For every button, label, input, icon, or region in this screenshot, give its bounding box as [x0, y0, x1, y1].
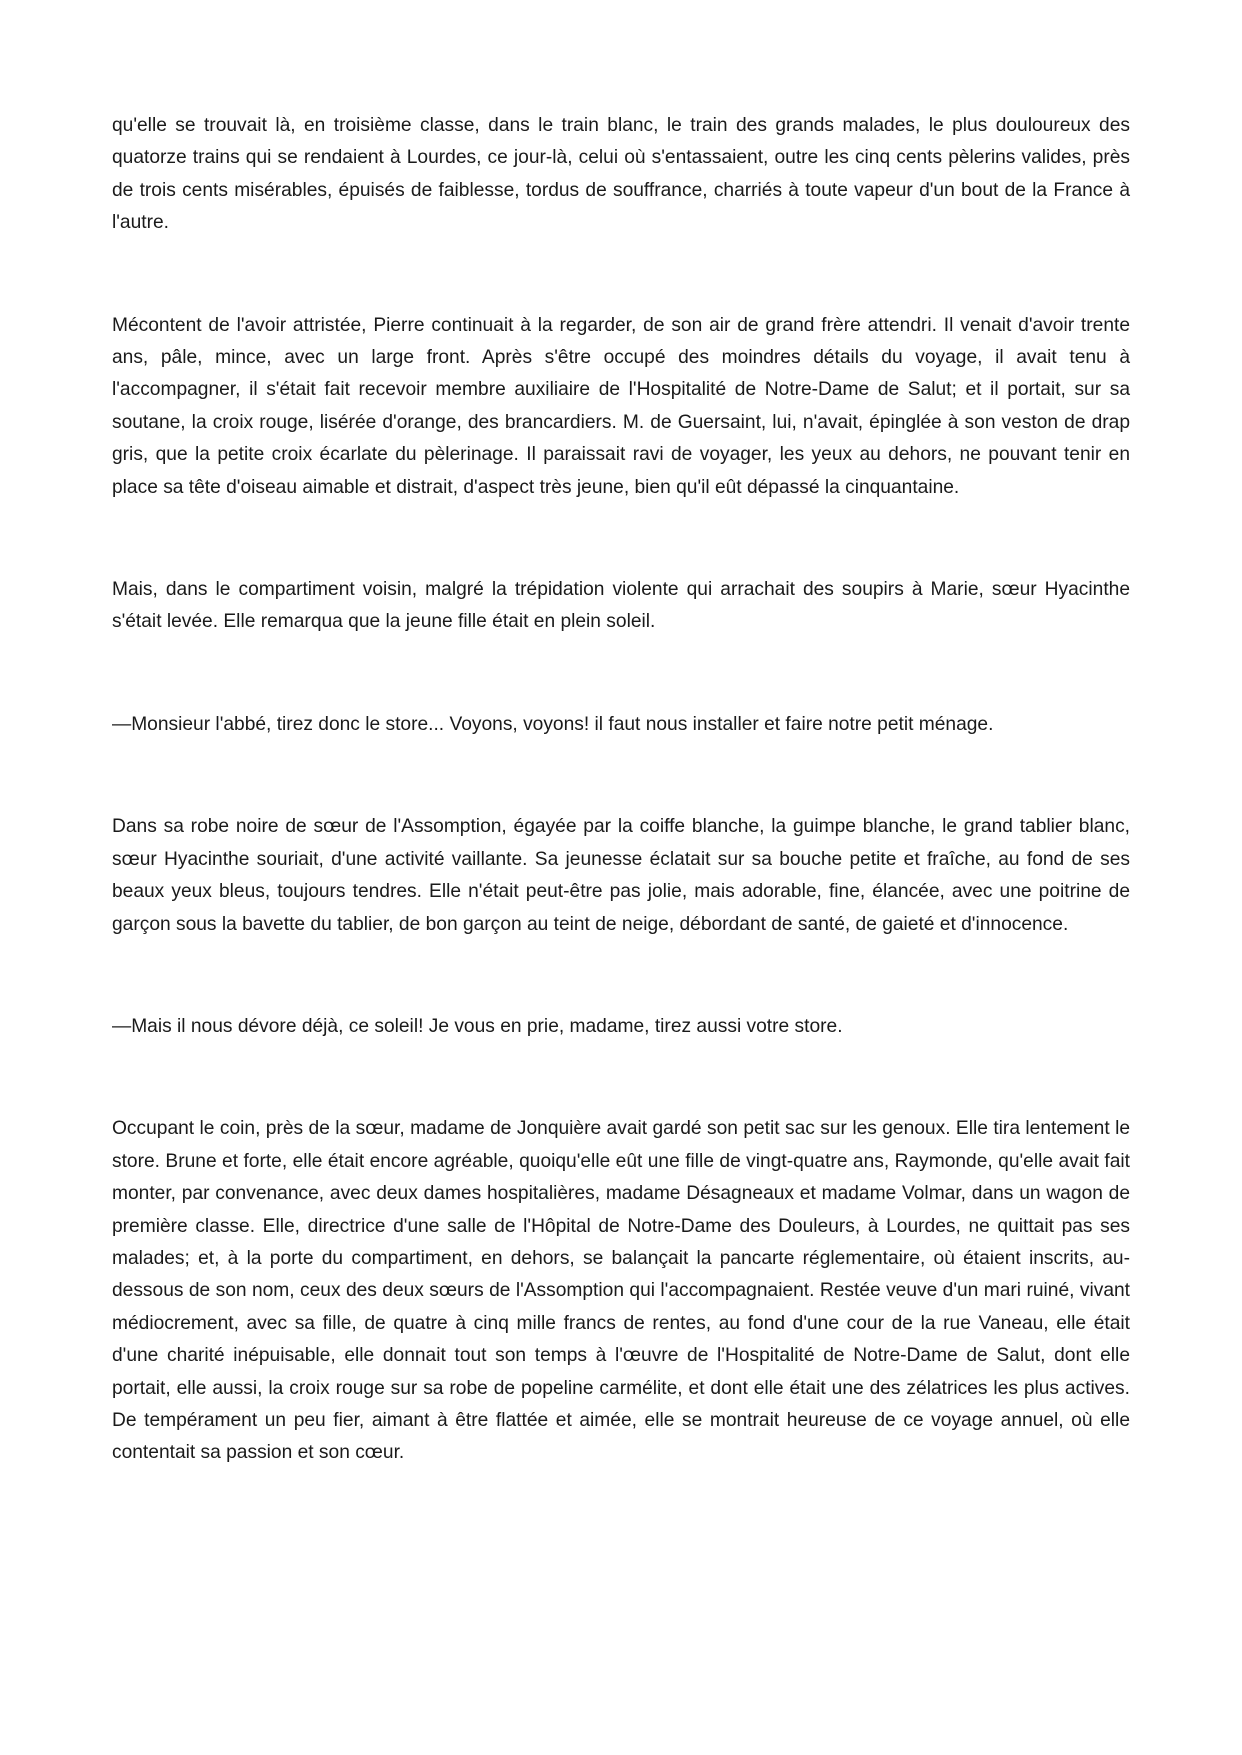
- paragraph-5: Dans sa robe noire de sœur de l'Assomption, égayée par la coiffe blanche, la guimpe blanche, le grand tablier blanc, sœur Hyacinthe souriait, d'une activité vaillante. Sa jeunesse éclatait sur sa bouche petite et fraîche, au fond de ses beaux yeux bleus, toujours tendres. Elle n'était peut-être pas jolie, mais adorable, fine, élancée, avec une poitrine de garçon sous la bavette du tablier, de bon garçon au teint de neige, débordant de santé, de gaieté et d'innocence.: [112, 816, 1130, 935]
- text-column: [112, 110, 1130, 1470]
- paragraph-1: qu'elle se trouvait là, en troisième classe, dans le train blanc, le train des grands malades, le plus douloureux des quatorze trains qui se rendaient à Lourdes, ce jour-là, celui où s'entassaient, outre les cinq cents pèlerins valides, près de trois cents misérables, épuisés de faiblesse, tordus de souffrance, charriés à toute vapeur d'un bout de la France à l'autre.: [112, 115, 1130, 234]
- paragraph-4-dialogue: —Monsieur l'abbé, tirez donc le store... Voyons, voyons! il faut nous installer et faire notre petit ménage.: [112, 713, 994, 735]
- paragraph-3: Mais, dans le compartiment voisin, malgré la trépidation violente qui arrachait des soupirs à Marie, sœur Hyacinthe s'était levée. Elle remarqua que la jeune fille était en plein soleil.: [112, 579, 1130, 633]
- paragraph-2: Mécontent de l'avoir attristée, Pierre continuait à la regarder, de son air de grand frère attendri. Il venait d'avoir trente ans, pâle, mince, avec un large front. Après s'être occupé des moindres détails du voyage, il avait tenu à l'accompagner, il s'était fait recevoir membre auxiliaire de l'Hospitalité de Notre-Dame de Salut; et il portait, sur sa soutane, la croix rouge, lisérée d'orange, des brancardiers. M. de Guersaint, lui, n'avait, épinglée à son veston de drap gris, que la petite croix écarlate du pèlerinage. Il paraissait ravi de voyager, les yeux au dehors, ne pouvant tenir en place sa tête d'oiseau aimable et distrait, d'aspect très jeune, bien qu'il eût dépassé la cinquantaine.: [112, 314, 1130, 498]
- paragraph-6-dialogue: —Mais il nous dévore déjà, ce soleil! Je vous en prie, madame, tirez aussi votre store.: [112, 1015, 843, 1037]
- paragraph-7: Occupant le coin, près de la sœur, madame de Jonquière avait gardé son petit sac sur les genoux. Elle tira lentement le store. Brune et forte, elle était encore agréable, quoiqu'elle eût une fille de vingt-quatre ans, Raymonde, qu'elle avait fait monter, par convenance, avec deux dames hospitalières, madame Désagneaux et madame Volmar, dans un wagon de première classe. Elle, directrice d'une salle de l'Hôpital de Notre-Dame des Douleurs, à Lourdes, ne quittait pas ses malades; et, à la porte du compartiment, en dehors, se balançait la pancarte réglementaire, où étaient inscrits, au-dessous de son nom, ceux des deux sœurs de l'Assomption qui l'accompagnaient. Restée veuve d'un mari ruiné, vivant médiocrement, avec sa fille, de quatre à cinq mille francs de rentes, au fond d'une cour de la rue Vaneau, elle était d'une charité inépuisable, elle donnait tout son temps à l'œuvre de l'Hospitalité de Notre-Dame de Salut, dont elle portait, elle aussi, la croix rouge sur sa robe de popeline carmélite, et dont elle était une des zélatrices les plus actives. De tempérament un peu fier, aimant à être flattée et aimée, elle se montrait heureuse de ce voyage annuel, où elle contentait sa passion et son cœur.: [112, 1118, 1130, 1464]
